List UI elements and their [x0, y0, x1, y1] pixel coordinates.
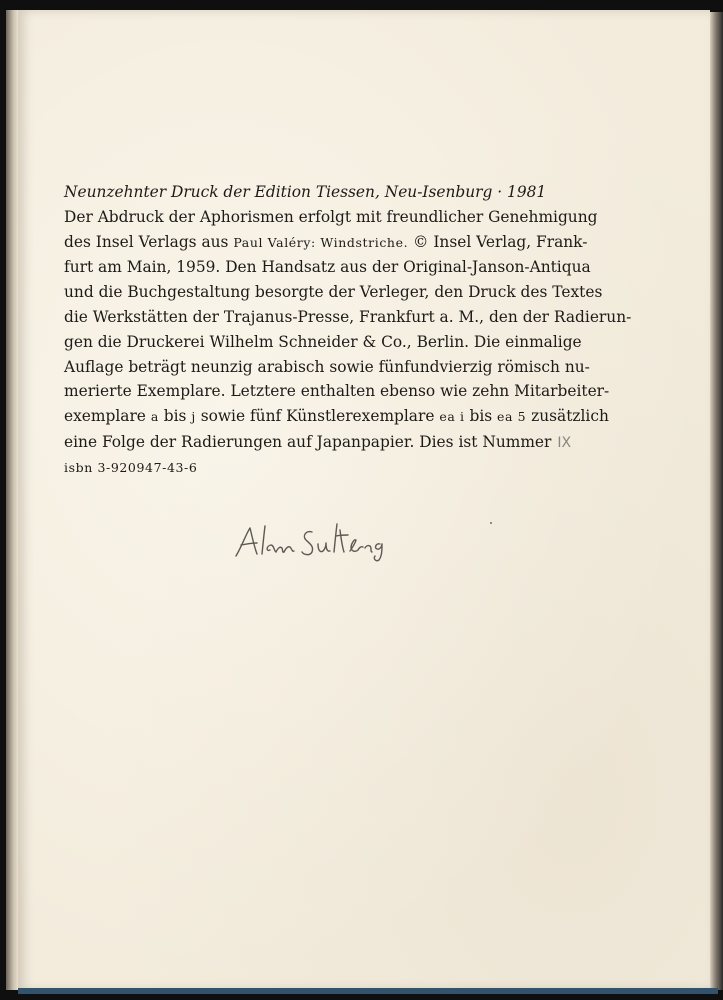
handwritten-signature	[230, 518, 400, 566]
colophon-line: eine Folge der Radierungen auf Japanpapier. Dies ist Nummer IX	[64, 432, 572, 451]
book-spine-edge	[6, 10, 18, 990]
colophon-line: Der Abdruck der Aphorismen erfolgt mit freundlicher Genehmigung	[64, 207, 598, 226]
book-cover-edge	[18, 988, 718, 994]
isbn: isbn 3-920947-43-6	[64, 459, 198, 475]
handwritten-copy-number: IX	[557, 434, 572, 451]
colophon-heading: Neunzehnter Druck der Edition Tiessen, Neu-Isenburg · 1981	[64, 183, 547, 201]
colophon-line: und die Buchgestaltung besorgte der Verleger, den Druck des Textes	[64, 283, 603, 302]
colophon-line: des Insel Verlags aus Paul Valéry: Windstriche. © Insel Verlag, Frank-	[64, 232, 588, 251]
paper-speck	[490, 522, 492, 524]
paper-page	[18, 10, 710, 990]
colophon-line: gen die Druckerei Wilhelm Schneider & Co., Berlin. Die einmalige	[64, 332, 582, 351]
colophon-line: exemplare a bis j sowie fünf Künstlerexemplare ea i bis ea 5 zusätzlich	[64, 407, 609, 426]
colophon-line: merierte Exemplare. Letztere enthalten ebenso wie zehn Mitarbeiter-	[64, 382, 610, 401]
colophon-line: Auflage beträgt neunzig arabisch sowie fünfundvierzig römisch nu-	[64, 357, 590, 376]
page-stack-edge	[710, 12, 723, 990]
book-title-small-caps: Paul Valéry: Windstriche.	[233, 234, 409, 250]
colophon-line: die Werkstätten der Trajanus-Presse, Frankfurt a. M., den der Radierun-	[64, 307, 632, 326]
colophon-text	[64, 180, 632, 481]
colophon-line: furt am Main, 1959. Den Handsatz aus der Original-Janson-Antiqua	[64, 258, 591, 277]
